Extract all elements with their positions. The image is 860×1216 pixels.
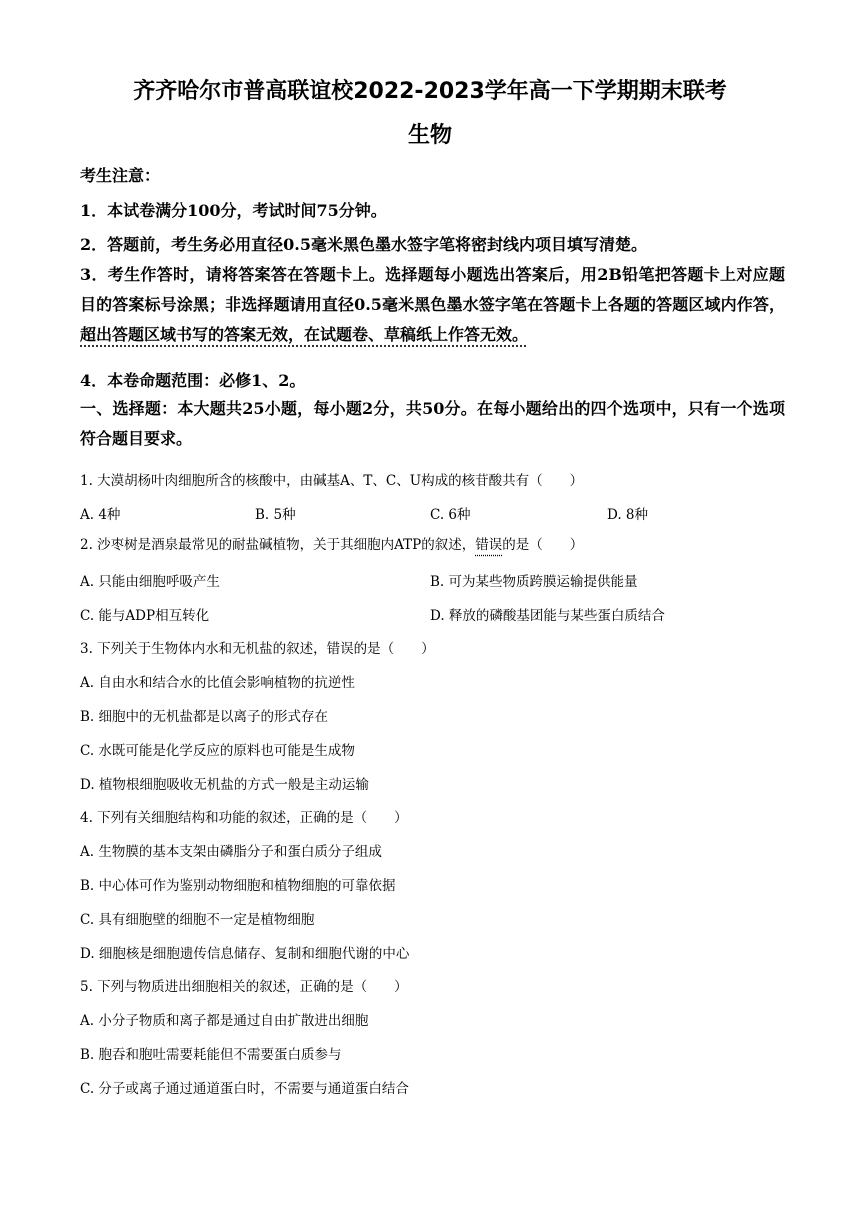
question-2-option-c: C. 能与ADP相互转化	[80, 608, 210, 624]
notice-item-2: 2．答题前，考生务必用直径0.5毫米黑色墨水签字笔将密封线内项目填写清楚。	[80, 235, 647, 254]
notice-item-3-emphasis: 超出答题区域书写的答案无效，在试题卷、草稿纸上作答无效。	[80, 325, 529, 344]
section-1-heading: 一、选择题：本大题共25小题，每小题2分，共50分。在每小题给出的四个选项中，只有一个选项符合题目要求。	[80, 399, 785, 448]
question-1-option-d: D. 8种	[607, 507, 649, 523]
question-1-option-c: C. 6种	[430, 507, 471, 523]
question-2-stem-pre: 2. 沙枣树是酒泉最常见的耐盐碱植物，关于其细胞内ATP的叙述，	[80, 537, 476, 553]
question-3-option-b: B. 细胞中的无机盐都是以离子的形式存在	[80, 709, 329, 725]
question-2-option-a: A. 只能由细胞呼吸产生	[80, 574, 220, 590]
question-2-stem-emphasis: 错误	[475, 537, 503, 553]
notice-item-4: 4．本卷命题范围：必修1、2。	[80, 371, 306, 390]
question-4-option-d: D. 细胞核是细胞遗传信息储存、复制和细胞代谢的中心	[80, 946, 410, 962]
exam-title: 齐齐哈尔市普高联谊校2022-2023学年高一下学期期末联考	[133, 79, 727, 104]
notice-item-1: 1．本试卷满分100分，考试时间75分钟。	[80, 201, 387, 220]
question-3-option-a: A. 自由水和结合水的比值会影响植物的抗逆性	[80, 675, 355, 691]
question-3-stem: 3. 下列关于生物体内水和无机盐的叙述，错误的是（ ）	[80, 641, 435, 657]
question-5-option-b: B. 胞吞和胞吐需要耗能但不需要蛋白质参与	[80, 1047, 342, 1063]
question-1-stem: 1. 大漠胡杨叶肉细胞所含的核酸中，由碱基A、T、C、U构成的核苷酸共有（ ）	[80, 473, 584, 489]
question-2-option-d: D. 释放的磷酸基团能与某些蛋白质结合	[430, 608, 665, 624]
question-3-option-d: D. 植物根细胞吸收无机盐的方式一般是主动运输	[80, 777, 369, 793]
question-2-stem	[80, 533, 583, 553]
question-1-option-a: A. 4种	[80, 507, 121, 523]
notice-item-3-text: 3．考生作答时，请将答案答在答题卡上。选择题每小题选出答案后，用2B铅笔把答题卡上对应题目的答案标号涂黑；非选择题请用直径0.5毫米黑色墨水签字笔在答题卡上各题的答题区域内作答，	[80, 265, 785, 314]
question-5-option-a: A. 小分子物质和离子都是通过自由扩散进出细胞	[80, 1013, 369, 1029]
question-4-option-a: A. 生物膜的基本支架由磷脂分子和蛋白质分子组成	[80, 844, 382, 860]
question-2-option-b: B. 可为某些物质跨膜运输提供能量	[430, 574, 638, 590]
question-4-option-b: B. 中心体可作为鉴别动物细胞和植物细胞的可靠依据	[80, 878, 396, 894]
notice-heading: 考生注意：	[80, 166, 161, 185]
notice-item-3	[80, 260, 785, 350]
exam-subject: 生物	[407, 123, 452, 148]
question-5-option-c: C. 分子或离子通过通道蛋白时，不需要与通道蛋白结合	[80, 1081, 409, 1097]
question-5-stem: 5. 下列与物质进出细胞相关的叙述，正确的是（ ）	[80, 979, 408, 995]
question-2-stem-post: 的是（ ）	[502, 537, 584, 553]
question-1-option-b: B. 5种	[255, 507, 296, 523]
question-3-option-c: C. 水既可能是化学反应的原料也可能是生成物	[80, 743, 355, 759]
question-4-stem: 4. 下列有关细胞结构和功能的叙述，正确的是（ ）	[80, 810, 408, 826]
question-4-option-c: C. 具有细胞壁的细胞不一定是植物细胞	[80, 912, 315, 928]
